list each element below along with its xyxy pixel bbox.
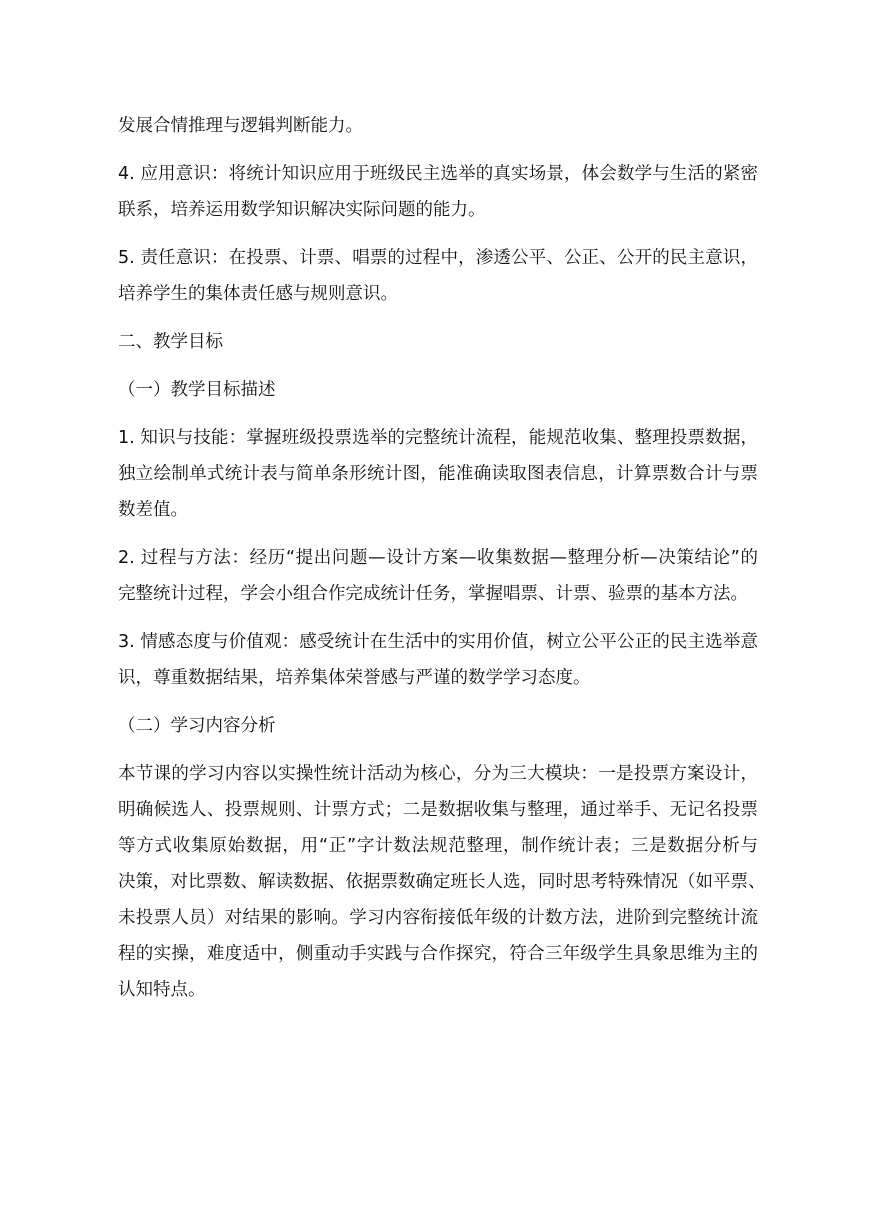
paragraph-line: 本节课的学习内容以实操性统计活动为核心，分为三大模块：一是投票方案设计， bbox=[118, 764, 758, 784]
paragraph-line: 3. 情感态度与价值观：感受统计在生活中的实用价值，树立公平公正的民主选举意 bbox=[118, 632, 758, 652]
paragraph-line: 程的实操，难度适中，侧重动手实践与合作探究，符合三年级学生具象思维为主的 bbox=[118, 944, 758, 964]
document-body bbox=[118, 108, 766, 1008]
paragraph-line: 等方式收集原始数据，用“正”字计数法规范整理，制作统计表；三是数据分析与 bbox=[118, 836, 758, 856]
heading-text: （一）教学目标描述 bbox=[118, 380, 276, 400]
heading-text: 二、教学目标 bbox=[118, 332, 223, 352]
paragraph-line: 独立绘制单式统计表与简单条形统计图，能准确读取图表信息，计算票数合计与票 bbox=[118, 464, 758, 484]
paragraph bbox=[118, 240, 758, 312]
paragraph-line: 完整统计过程，学会小组合作完成统计任务，掌握唱票、计票、验票的基本方法。 bbox=[118, 584, 748, 604]
paragraph-line: 认知特点。 bbox=[118, 980, 206, 1000]
paragraph bbox=[118, 156, 758, 228]
paragraph-line: 5. 责任意识：在投票、计票、唱票的过程中，渗透公平、公正、公开的民主意识， bbox=[118, 248, 758, 268]
paragraph bbox=[118, 756, 766, 1008]
paragraph-line: 联系，培养运用数学知识解决实际问题的能力。 bbox=[118, 200, 486, 220]
section-heading bbox=[118, 372, 758, 408]
paragraph-line: 1. 知识与技能：掌握班级投票选举的完整统计流程，能规范收集、整理投票数据， bbox=[118, 428, 758, 448]
paragraph-line: 未投票人员）对结果的影响。学习内容衔接低年级的计数方法，进阶到完整统计流 bbox=[118, 908, 758, 928]
document-page bbox=[118, 108, 766, 1020]
paragraph bbox=[118, 540, 758, 612]
section-heading bbox=[118, 324, 758, 360]
paragraph bbox=[118, 624, 758, 696]
paragraph-line: 培养学生的集体责任感与规则意识。 bbox=[118, 284, 398, 304]
paragraph-line: 2. 过程与方法：经历“提出问题—设计方案—收集数据—整理分析—决策结论”的 bbox=[118, 548, 758, 568]
paragraph-line: 发展合情推理与逻辑判断能力。 bbox=[118, 116, 363, 136]
paragraph-line: 识，尊重数据结果，培养集体荣誉感与严谨的数学学习态度。 bbox=[118, 668, 591, 688]
paragraph bbox=[118, 108, 758, 144]
paragraph-line: 4. 应用意识：将统计知识应用于班级民主选举的真实场景，体会数学与生活的紧密 bbox=[118, 164, 758, 184]
paragraph-line: 数差值。 bbox=[118, 500, 188, 520]
paragraph bbox=[118, 420, 758, 528]
section-heading bbox=[118, 708, 758, 744]
paragraph-line: 决策，对比票数、解读数据、依据票数确定班长人选，同时思考特殊情况（如平票、 bbox=[118, 872, 766, 892]
paragraph-line: 明确候选人、投票规则、计票方式；二是数据收集与整理，通过举手、无记名投票 bbox=[118, 800, 758, 820]
heading-text: （二）学习内容分析 bbox=[118, 716, 276, 736]
